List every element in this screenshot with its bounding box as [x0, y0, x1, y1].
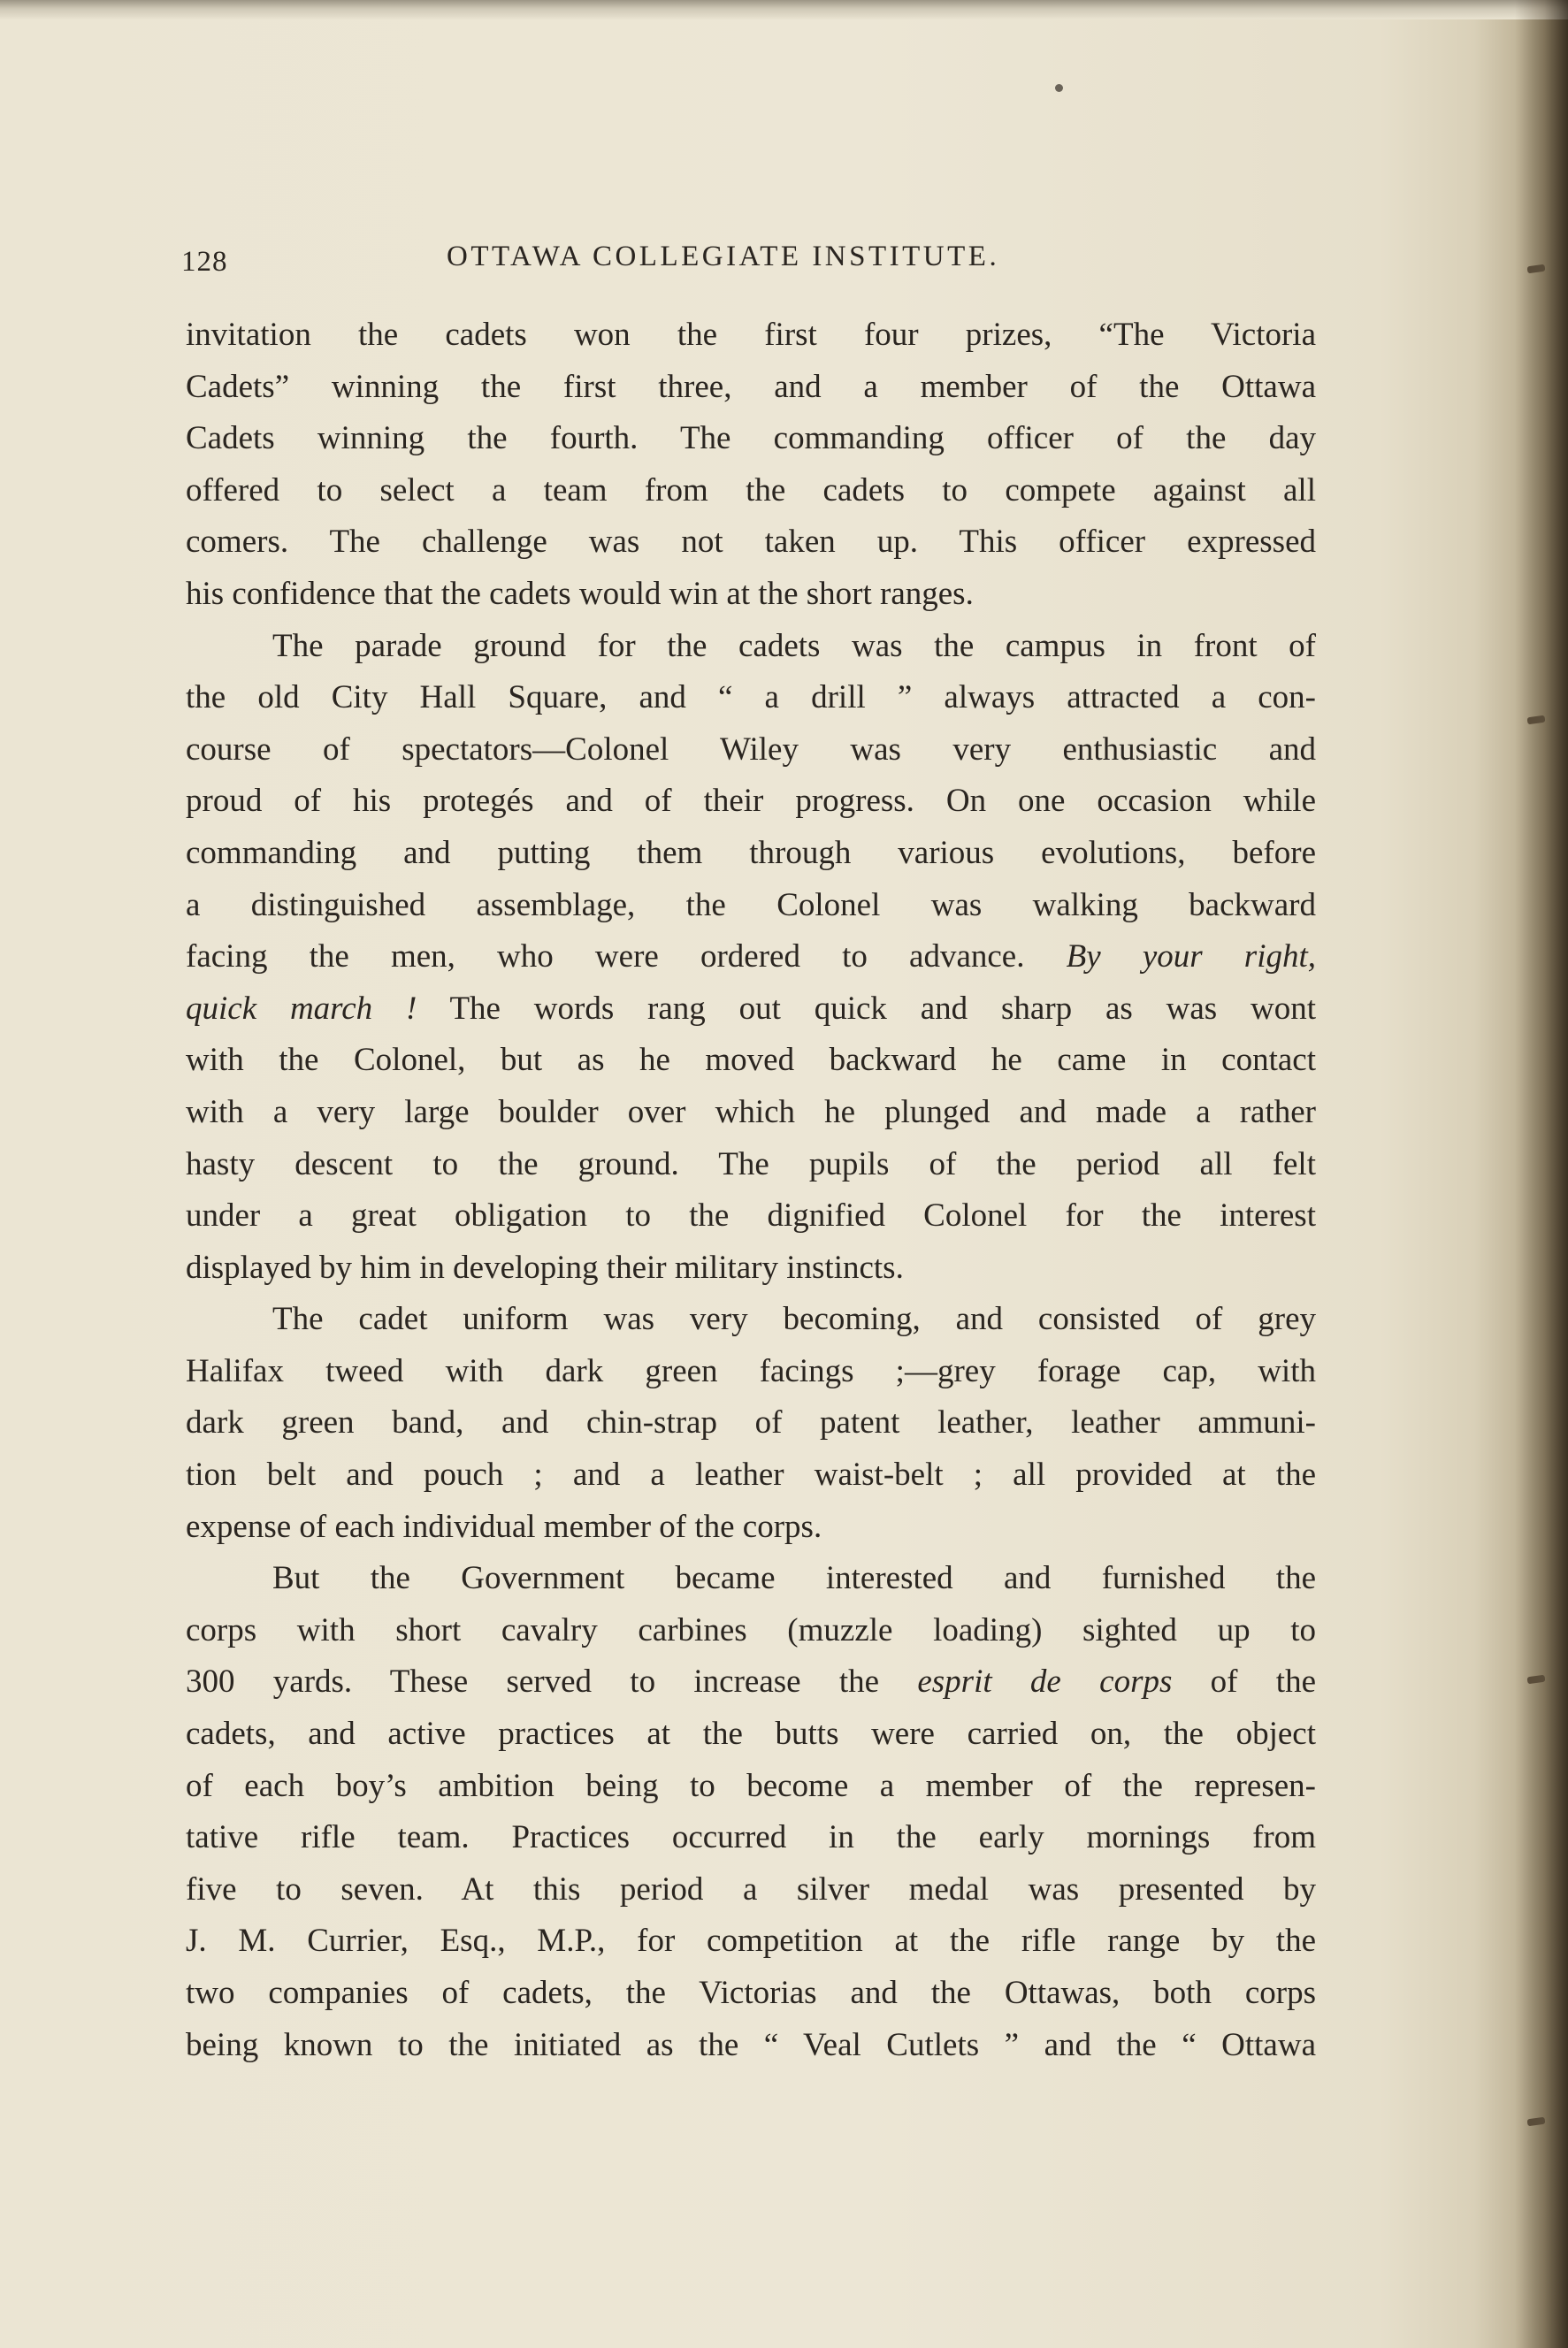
text-line: offered to select a team from the cadets to compete against all: [186, 471, 1316, 509]
text-line: with a very large boulder over which he plunged and made a rather: [186, 1093, 1316, 1130]
text-line: dark green band, and chin-strap of patent leather, leather ammuni-: [186, 1404, 1316, 1442]
text-line: invitation the cadets won the first four prizes, “The Victoria: [186, 317, 1316, 353]
text-line: displayed by him in developing their military instincts.: [186, 1249, 904, 1286]
text-line: But the Government became interested and furnished the: [272, 1560, 1316, 1597]
text-line: hasty descent to the ground. The pupils of the period all felt: [186, 1145, 1316, 1182]
text-line: The parade ground for the cadets was the campus in front of: [272, 627, 1316, 664]
text-segment: facing the men, who were ordered to advance.: [186, 938, 1025, 975]
text-line: the old City Hall Square, and “ a drill ” always attracted a con-: [186, 679, 1316, 716]
text-line: tion belt and pouch ; and a leather waist-belt ; all provided at the: [186, 1457, 1316, 1494]
text-line: proud of his protegés and of their progress. On one occasion while: [186, 783, 1316, 820]
text-line: tative rifle team. Practices occurred in the early mornings from: [186, 1819, 1316, 1856]
text-line: Cadets winning the fourth. The commanding officer of the day: [186, 420, 1316, 457]
text-segment: 300 yards. These served to increase the: [186, 1663, 880, 1701]
text-line: Halifax tweed with dark green facings ;—grey forage cap, with: [186, 1352, 1316, 1389]
text-line: his confidence that the cadets would win at the short ranges.: [186, 575, 974, 612]
text-line: J. M. Currier, Esq., M.P., for competition at the rifle range by the: [186, 1923, 1316, 1960]
running-head: [181, 239, 1322, 283]
text-line: The cadet uniform was very becoming, and consisted of grey: [272, 1301, 1316, 1338]
text-line: [186, 1656, 1316, 1709]
text-line: commanding and putting them through various evolutions, before: [186, 834, 1316, 871]
book-spine-shadow: [1515, 0, 1568, 2348]
text-line: expense of each individual member of the corps.: [186, 1508, 822, 1545]
text-line: with the Colonel, but as he moved backward he came in contact: [186, 1042, 1316, 1079]
text-line: being known to the initiated as the “ Veal Cutlets ” and the “ Ottawa: [186, 2026, 1316, 2063]
text-line: a distinguished assemblage, the Colonel was walking backward: [186, 886, 1316, 923]
page-number: 128: [181, 246, 228, 278]
text-line: two companies of cadets, the Victorias and the Ottawas, both corps: [186, 1975, 1316, 2011]
text-line: Cadets” winning the first three, and a member of the Ottawa: [186, 368, 1316, 405]
italic-phrase: esprit de corps: [917, 1663, 1173, 1701]
text-segment: of the: [1210, 1663, 1316, 1701]
text-line: five to seven. At this period a silver medal was presented by: [186, 1870, 1316, 1908]
italic-command: quick march !: [186, 990, 417, 1027]
text-line: comers. The challenge was not taken up. This officer expressed: [186, 524, 1316, 561]
body-text: [186, 310, 1316, 2071]
text-segment: The words rang out quick and sharp as was wont: [449, 990, 1316, 1027]
text-line: corps with short cavalry carbines (muzzle loading) sighted up to: [186, 1611, 1316, 1648]
text-line: [186, 931, 1316, 983]
text-line: course of spectators—Colonel Wiley was very enthusiastic and: [186, 730, 1316, 768]
running-title: OTTAWA COLLEGIATE INSTITUTE.: [447, 241, 1000, 272]
page-top-edge: [0, 0, 1568, 19]
italic-command: By your right,: [1066, 938, 1316, 975]
text-line: of each boy’s ambition being to become a member of the represen-: [186, 1767, 1316, 1804]
text-line: under a great obligation to the dignified Colonel for the interest: [186, 1197, 1316, 1235]
ink-speck: [1055, 84, 1063, 92]
text-line: cadets, and active practices at the butts were carried on, the object: [186, 1716, 1316, 1753]
text-line: [186, 983, 1316, 1036]
